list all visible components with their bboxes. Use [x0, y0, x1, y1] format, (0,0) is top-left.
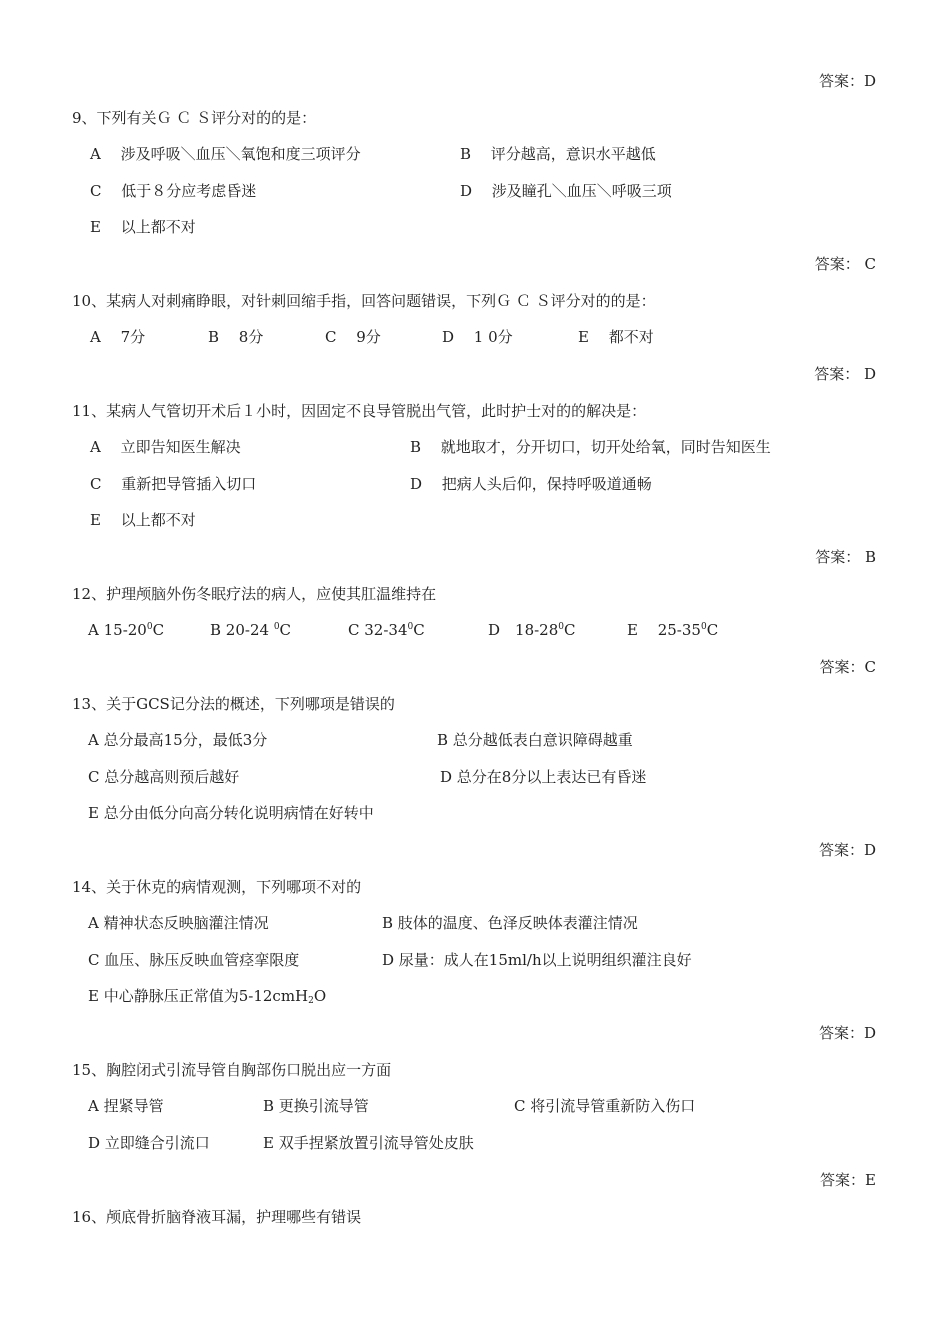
question-9-stem: 9、下列有关Ｇ Ｃ Ｓ评分对的的是： — [72, 109, 317, 127]
answer-13: 答案：D — [818, 841, 876, 859]
question-13-option-a: A 总分最高15分，最低3分 — [88, 731, 268, 749]
question-10-option-d: D 1 0分 — [442, 328, 513, 346]
question-15-option-c: C 将引流导管重新防入伤口 — [514, 1097, 696, 1115]
question-9-option-a: A 涉及呼吸＼血压＼氧饱和度三项评分 — [90, 145, 361, 163]
question-11-option-e: E 以上都不对 — [90, 511, 196, 529]
question-15-option-d: D 立即缝合引流口 — [88, 1134, 210, 1152]
question-15-option-a: A 捏紧导管 — [88, 1097, 164, 1115]
question-13-option-d: D 总分在8分以上表达已有昏迷 — [440, 768, 647, 786]
question-12-option-e: E $25-35^0C$ — [627, 621, 719, 639]
question-13-stem: 13、关于GCS记分法的概述，下列哪项是错误的 — [72, 695, 395, 713]
question-13-option-b: B 总分越低表白意识障碍越重 — [437, 731, 633, 749]
question-16-stem: 16、颅底骨折脑脊液耳漏，护理哪些有错误 — [72, 1208, 362, 1226]
question-12-option-b: B 20-24 $^0$C — [210, 621, 292, 639]
question-10-option-a: A 7分 — [90, 328, 146, 346]
answer-10: 答案： D — [814, 365, 876, 383]
answer-12: 答案：C — [819, 658, 876, 676]
answer-8: 答案：D — [818, 72, 876, 90]
question-11-option-d: D 把病人头后仰，保持呼吸道通畅 — [410, 475, 652, 493]
question-10-option-c: C 9分 — [325, 328, 381, 346]
question-11-stem: 11、某病人气管切开术后１小时，因固定不良导管脱出气管，此时护士对的的解决是： — [72, 402, 647, 420]
answer-15: 答案：E — [820, 1171, 876, 1189]
question-11-option-a: A 立即告知医生解决 — [90, 438, 241, 456]
question-12-option-a: A $15-20^0C$ — [88, 621, 165, 639]
question-12-option-c: C $32-34^0C$ — [348, 621, 425, 639]
question-9-option-d: D 涉及瞳孔＼血压＼呼吸三项 — [460, 182, 672, 200]
answer-14: 答案：D — [818, 1024, 876, 1042]
question-14-stem: 14、关于休克的病情观测，下列哪项不对的 — [72, 878, 362, 896]
question-15-option-e: E 双手捏紧放置引流导管处皮肤 — [263, 1134, 474, 1152]
question-15-stem: 15、胸腔闭式引流导管自胸部伤口脱出应一方面 — [72, 1061, 392, 1079]
question-15-option-b: B 更换引流导管 — [263, 1097, 369, 1115]
question-9-option-e: E 以上都不对 — [90, 218, 196, 236]
question-14-option-e: E 中心静脉压正常值为5-12cmH$_2$O — [88, 987, 327, 1006]
question-10-option-e: E 都不对 — [578, 328, 654, 346]
question-13-option-c: C 总分越高则预后越好 — [88, 768, 240, 786]
answer-9: 答案： C — [814, 255, 876, 273]
question-11-option-b: B 就地取才，分开切口，切开处给氧，同时告知医生 — [410, 438, 771, 456]
question-9-option-c: C 低于８分应考虑昏迷 — [90, 182, 257, 200]
question-9-option-b: B 评分越高，意识水平越低 — [460, 145, 656, 163]
question-14-option-d: D 尿量：成人在15ml/h以上说明组织灌注良好 — [382, 951, 692, 969]
question-12-option-d: D $18-28^0C$ — [488, 621, 576, 639]
question-10-option-b: B 8分 — [208, 328, 264, 346]
question-13-option-e: E 总分由低分向高分转化说明病情在好转中 — [88, 804, 374, 822]
question-14-option-c: C 血压、脉压反映血管痉挛限度 — [88, 951, 300, 969]
question-11-option-c: C 重新把导管插入切口 — [90, 475, 257, 493]
question-14-option-a: A 精神状态反映脑灌注情况 — [88, 914, 269, 932]
question-10-stem: 10、某病人对刺痛睁眼，对针刺回缩手指，回答问题错误，下列Ｇ Ｃ Ｓ评分对的的是： — [72, 292, 656, 310]
question-12-stem: 12、护理颅脑外伤冬眠疗法的病人，应使其肛温维持在 — [72, 585, 437, 603]
question-14-option-b: B 肢体的温度、色泽反映体表灌注情况 — [382, 914, 638, 932]
answer-11: 答案： B — [815, 548, 876, 566]
